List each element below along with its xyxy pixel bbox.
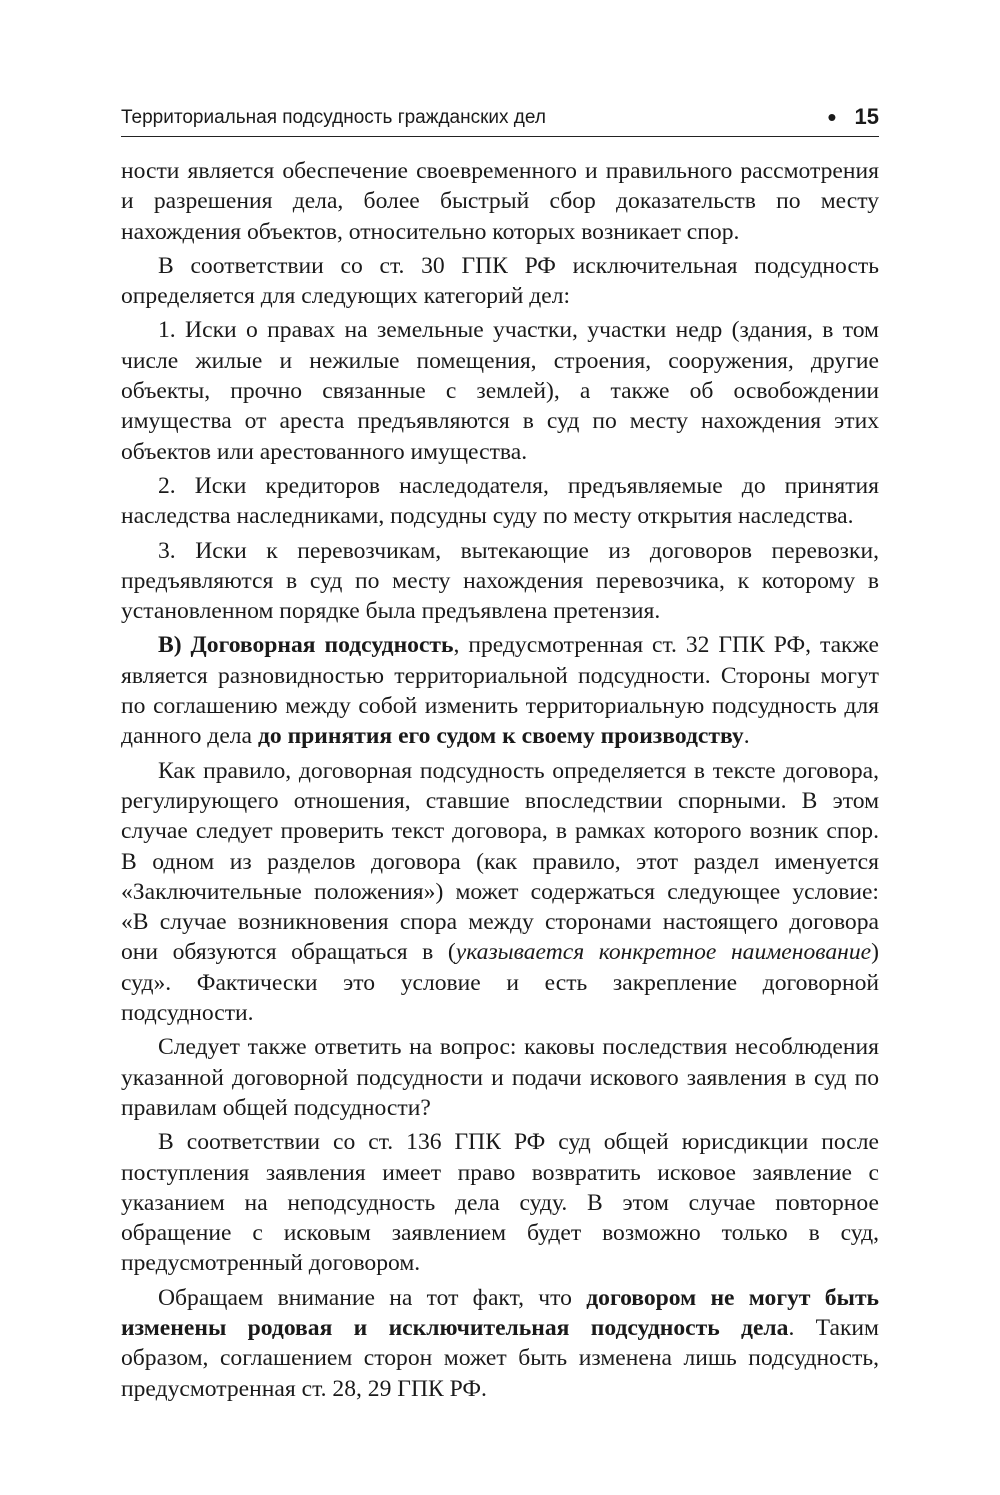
list-item: [121, 536, 879, 627]
body-text: [121, 156, 879, 1408]
paragraph-text: , предусмотренная ст. 32 ГПК РФ, также является разновидностью территориальной подсудности. Стороны могут по соглашению между собой изменить территориальную подсудность для данного дела: [121, 632, 879, 750]
paragraph: [121, 1127, 879, 1278]
bold-phrase: договором не могут быть изменены родовая и исключительная подсудность дела: [121, 1284, 880, 1341]
paragraph-text: В соответствии со ст. 136 ГПК РФ суд общей юрисдикции после поступления заявления имеет право возвратить исковое заявление с указанием на неподсудность дела суду. В этом случае повторное обращение с исковым заявлением будет возможно только в суд, предусмотренный договором.: [121, 1129, 879, 1277]
paragraph: [121, 756, 879, 1029]
running-title: Территориальная подсудность гражданских дел: [121, 107, 546, 128]
paragraph: [121, 1283, 879, 1404]
bold-phrase: до принятия его судом к своему производству: [257, 723, 744, 750]
italic-phrase: указывается конкретное наименование: [455, 939, 872, 966]
paragraph: [121, 251, 879, 312]
paragraph-text: ности является обеспечение своевременного и правильного рассмотрения и разрешения дела, более быстрый сбор доказательств по месту нахождения объектов, относительно которых возникает спор.: [121, 158, 879, 245]
paragraph-text: Как правило, договорная подсудность определяется в тексте договора, регулирующего отношения, ставшие впоследствии спорными. В этом случае следует проверить текст договора, в рамках которого возник спор. В одном из разделов договора (как правило, этот раздел именуется «Заключительные положения») может содержаться следующее условие: «В случае возникновения спора между сторонами настоящего договора они обязуются обращаться в (: [121, 757, 879, 966]
paragraph: [121, 630, 879, 751]
paragraph-text: Следует также ответить на вопрос: каковы последствия несоблюдения указанной договорной подсудности и подачи искового заявления в суд по правилам общей подсудности?: [121, 1034, 879, 1121]
bullet-icon: •: [827, 102, 837, 132]
paragraph-text: ) суд». Фактически это условие и есть закрепление договорной подсудности.: [121, 939, 879, 1027]
list-item: [121, 471, 879, 532]
paragraph-text: 1. Иски о правах на земельные участки, участки недр (здания, в том числе жилые и нежилые помещения, строения, сооружения, другие объекты, прочно связанные с землей), а также об освобождении имущества от ареста предъявляются в суд по месту нахождения этих объектов или арестованного имущества.: [121, 317, 879, 465]
paragraph-text: 3. Иски к перевозчикам, вытекающие из договоров перевозки, предъявляются в суд по месту нахождения перевозчика, к которому в установленном порядке была предъявлена претензия.: [121, 537, 879, 625]
list-item: [121, 315, 879, 466]
running-header: [121, 100, 879, 137]
paragraph: [121, 156, 879, 247]
page-number-group: [827, 104, 879, 130]
paragraph-text: . Таким образом, соглашением сторон может быть изменена лишь подсудность, предусмотренная ст. 28, 29 ГПК РФ.: [121, 1314, 879, 1402]
paragraph-text: Обращаем внимание на тот факт, что: [158, 1284, 587, 1311]
paragraph: [121, 1032, 879, 1123]
bold-term: В) Договорная подсудность: [158, 632, 454, 659]
paragraph-text: В соответствии со ст. 30 ГПК РФ исключительная подсудность определяется для следующих категорий дел:: [121, 252, 879, 310]
paragraph-text: 2. Иски кредиторов наследодателя, предъявляемые до принятия наследства наследниками, подсудны суду по месту открытия наследства.: [121, 472, 879, 530]
paragraph-text: .: [743, 723, 750, 750]
page-number: 15: [854, 104, 879, 129]
